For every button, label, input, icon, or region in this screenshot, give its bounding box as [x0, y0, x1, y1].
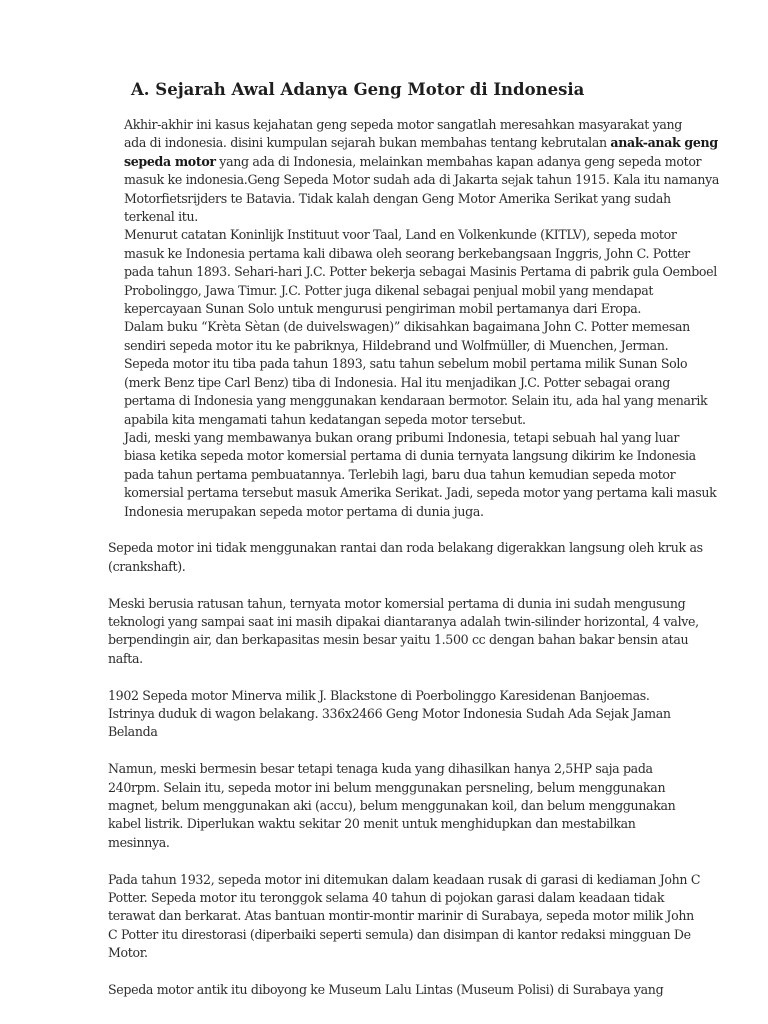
text-line: berpendingin air, dan berkapasitas mesin besar yaitu 1.500 cc dengan bahan bakar bensin atau	[108, 632, 689, 648]
text-line: terkenal itu.	[124, 209, 198, 225]
text-line: Sepeda motor antik itu diboyong ke Museum Lalu Lintas (Museum Polisi) di Surabaya yang	[108, 982, 664, 997]
paragraph	[108, 595, 708, 669]
text-line: Meski berusia ratusan tahun, ternyata motor komersial pertama di dunia ini sudah mengusung	[108, 595, 686, 611]
body-text	[108, 116, 720, 999]
text-line: Menurut catatan Koninlijk Instituut voor Taal, Land en Volkenkunde (KITLV), sepeda motor	[124, 227, 677, 243]
paragraph	[108, 318, 708, 428]
text-line: kabel listrik. Diperlukan waktu sekitar 20 menit untuk menghidupkan dan mestabilkan	[108, 816, 636, 832]
text-line: Namun, meski bermesin besar tetapi tenaga kuda yang dihasilkan hanya 2,5HP saja pada	[108, 761, 653, 777]
text-line: terawat dan berkarat. Atas bantuan montir-montir marinir di Surabaya, sepeda motor milik John	[108, 908, 694, 924]
text-line: 1902 Sepeda motor Minerva milik J. Blackstone di Poerbolinggo Karesidenan Banjoemas.	[108, 687, 650, 703]
text-line: nafta.	[108, 650, 143, 666]
image-caption	[108, 687, 708, 742]
text-line: Potter. Sepeda motor itu teronggok selama 40 tahun di pojokan garasi dalam keadaan tidak	[108, 889, 665, 905]
text-line: masuk ke indonesia.Geng Sepeda Motor sudah ada di Jakarta sejak tahun 1915. Kala itu namanya	[124, 172, 720, 188]
paragraph	[108, 429, 717, 521]
text-line: Sepeda motor itu tiba pada tahun 1893, satu tahun sebelum mobil pertama milik Sunan Solo	[124, 356, 688, 372]
section-heading: A. Sejarah Awal Adanya Geng Motor di Indonesia	[131, 80, 585, 99]
text-line: Indonesia merupakan sepeda motor pertama di dunia juga.	[124, 503, 484, 519]
text-line: sendiri sepeda motor itu ke pabriknya, Hildebrand und Wolfmüller, di Muenchen, Jerman.	[124, 337, 669, 353]
paragraph	[108, 116, 720, 226]
bold-text: anak-anak geng	[610, 135, 718, 151]
text-line: apabila kita mengamati tahun kedatangan sepeda motor tersebut.	[124, 411, 526, 427]
text-line: Dalam buku “Krèta Sètan (de duivelswagen)” dikisahkan bagaimana John C. Potter memesan	[124, 319, 690, 335]
paragraph	[108, 539, 708, 576]
text-line: Akhir-akhir ini kasus kejahatan geng sepeda motor sangatlah meresahkan masyarakat yang	[124, 117, 683, 132]
text-line	[108, 134, 718, 152]
paragraph	[108, 226, 717, 318]
bold-text: sepeda motor	[124, 153, 216, 169]
text-line: mesinnya.	[108, 834, 170, 850]
text-line: pertama di Indonesia yang menggunakan kendaraan bermotor. Selain itu, ada hal yang menarik	[124, 393, 708, 409]
text-line: Probolinggo, Jawa Timur. J.C. Potter juga dikenal sebagai penjual mobil yang mendapat	[124, 282, 654, 298]
paragraph	[108, 981, 708, 999]
text-line: pada tahun 1893. Sehari-hari J.C. Potter bekerja sebagai Masinis Pertama di pabrik gula Oemboel	[124, 264, 717, 280]
text-run: yang ada di Indonesia, melainkan membahas kapan adanya geng sepeda motor	[215, 153, 702, 169]
text-line: Istrinya duduk di wagon belakang. 336x2466 Geng Motor Indonesia Sudah Ada Sejak Jaman	[108, 705, 671, 721]
text-line: biasa ketika sepeda motor komersial pertama di dunia ternyata langsung dikirim ke Indonesia	[124, 448, 696, 464]
paragraph	[108, 871, 708, 963]
text-line: C Potter itu direstorasi (diperbaiki seperti semula) dan disimpan di kantor redaksi mingguan De	[108, 926, 691, 942]
text-line: kepercayaan Sunan Solo untuk mengurusi pengiriman mobil pertamanya dari Eropa.	[124, 301, 642, 317]
paragraph	[108, 760, 708, 852]
text-run: ada di indonesia. disini kumpulan sejarah bukan membahas tentang kebrutalan	[124, 135, 611, 151]
text-line: 240rpm. Selain itu, sepeda motor ini belum menggunakan persneling, belum menggunakan	[108, 779, 666, 795]
text-line: Motorfietsrijders te Batavia. Tidak kalah dengan Geng Motor Amerika Serikat yang sudah	[124, 190, 671, 206]
text-line: (merk Benz tipe Carl Benz) tiba di Indonesia. Hal itu menjadikan J.C. Potter sebagai orang	[124, 374, 670, 390]
text-line	[108, 153, 708, 171]
text-line: Motor.	[108, 945, 148, 961]
text-line: Sepeda motor ini tidak menggunakan rantai dan roda belakang digerakkan langsung oleh kruk as	[108, 540, 703, 556]
text-line: magnet, belum menggunakan aki (accu), belum menggunakan koil, dan belum menggunakan	[108, 797, 676, 813]
text-line: teknologi yang sampai saat ini masih dipakai diantaranya adalah twin-silinder horizontal, 4 valve,	[108, 613, 699, 629]
text-line: Pada tahun 1932, sepeda motor ini ditemukan dalam keadaan rusak di garasi di kediaman John C	[108, 871, 701, 887]
text-line: masuk ke Indonesia pertama kali dibawa oleh seorang berkebangsaan Inggris, John C. Potter	[124, 245, 690, 261]
text-line: pada tahun pertama pembuatannya. Terlebih lagi, baru dua tahun kemudian sepeda motor	[124, 466, 676, 482]
text-line: Jadi, meski yang membawanya bukan orang pribumi Indonesia, tetapi sebuah hal yang luar	[124, 429, 680, 445]
text-line: Belanda	[108, 724, 158, 740]
text-line: komersial pertama tersebut masuk Amerika Serikat. Jadi, sepeda motor yang pertama kali masuk	[124, 485, 717, 501]
text-line: (crankshaft).	[108, 558, 186, 574]
